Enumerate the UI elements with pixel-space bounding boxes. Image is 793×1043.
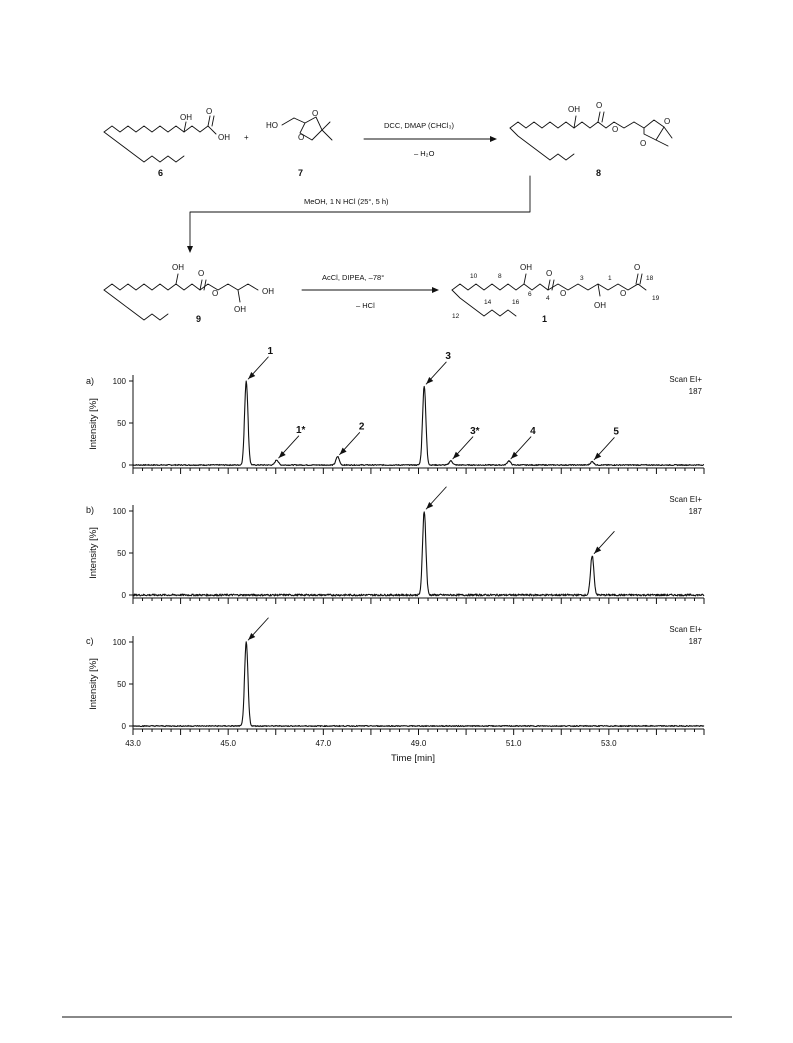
x-tick-label: 53.0 <box>601 739 617 748</box>
compound-9-structure <box>104 263 274 324</box>
ester-oxygen-label: O <box>620 289 627 298</box>
panel-label: c) <box>86 636 94 646</box>
step1-reagents: DCC, DMAP (CHCl₃) <box>384 121 454 130</box>
y-tick-label: 50 <box>117 419 126 428</box>
y-tick-label: 50 <box>117 680 126 689</box>
axes <box>113 636 704 748</box>
compound-6-number: 6 <box>158 168 164 178</box>
ring-oxygen-label: O <box>298 133 305 142</box>
peak-marks <box>133 618 704 727</box>
chromatogram-panel-a <box>86 346 704 474</box>
x-tick-label: 47.0 <box>315 739 332 748</box>
ester-oxygen-label: O <box>560 289 567 298</box>
chromatogram-trace <box>133 381 704 465</box>
carbonyl-oxygen-label: O <box>198 269 205 278</box>
x-tick-label: 45.0 <box>220 739 236 748</box>
compound-6-structure <box>104 107 230 178</box>
y-tick-label: 0 <box>121 461 126 470</box>
y-tick-label: 50 <box>117 549 126 558</box>
atom-number: 4 <box>546 295 550 302</box>
compound-7-structure <box>266 109 332 178</box>
x-tick-label: 43.0 <box>125 739 141 748</box>
peak-label: 3 <box>445 351 451 363</box>
hydroxyl-label: OH <box>262 287 274 296</box>
y-tick-label: 0 <box>121 722 126 731</box>
chromatogram-panel-c <box>86 618 704 764</box>
hydroxyl-label: OH <box>234 305 246 314</box>
compound-9-number: 9 <box>196 314 202 324</box>
axes <box>113 505 704 604</box>
reaction-arrow-step1 <box>364 121 497 158</box>
detector-label: Scan EI+ <box>669 375 702 384</box>
chromatogram-trace <box>133 512 704 596</box>
atom-number: 19 <box>652 295 660 302</box>
y-axis-label: Intensity [%] <box>88 527 99 579</box>
chromatogram-trace <box>133 642 704 727</box>
ester-oxygen-label: O <box>612 125 619 134</box>
ion-label: 187 <box>688 387 702 396</box>
compound-8-number: 8 <box>596 168 602 178</box>
hydroxyl-label: OH <box>180 113 192 122</box>
peak-label: 5 <box>613 426 619 438</box>
panel-label: b) <box>86 505 95 515</box>
atom-number: 10 <box>470 273 478 280</box>
atom-number: 8 <box>498 273 502 280</box>
compound-1-structure <box>452 263 660 324</box>
chromatogram-panels <box>86 346 704 764</box>
y-tick-label: 100 <box>112 377 126 386</box>
hydroxyl-label: OH <box>520 263 532 272</box>
peak-label: 2 <box>358 421 365 433</box>
detector-label: Scan EI+ <box>669 625 702 634</box>
hydroxyl-label: OH <box>594 301 606 310</box>
step1-byproduct: – H₂O <box>414 149 435 158</box>
ring-oxygen-label: O <box>312 109 319 118</box>
atom-number: 1 <box>608 275 612 282</box>
carbonyl-oxygen-label: O <box>596 101 603 110</box>
peak-label: 4 <box>530 425 536 437</box>
peak-label: 1 <box>267 346 274 357</box>
y-tick-label: 100 <box>112 638 126 647</box>
y-axis-label: Intensity [%] <box>88 398 99 450</box>
compound-7-number: 7 <box>298 168 304 178</box>
step2-reagents: MeOH, 1 N HCl (25°, 5 h) <box>304 197 389 206</box>
peak-label: 3* <box>470 425 480 437</box>
reaction-arrow-step2 <box>187 176 530 253</box>
panel-label: a) <box>86 376 95 386</box>
atom-number: 18 <box>646 275 654 282</box>
hydroxyl-label: HO <box>266 121 278 130</box>
hydroxyl-label: OH <box>568 105 580 114</box>
ion-label: 187 <box>688 637 702 646</box>
atom-number: 6 <box>528 291 532 298</box>
plus-sign: + <box>244 133 249 142</box>
atom-number: 12 <box>452 313 460 320</box>
y-axis-label: Intensity [%] <box>88 658 99 710</box>
carbonyl-oxygen-label: O <box>546 269 553 278</box>
hydroxyl-label: OH <box>172 263 184 272</box>
ion-label: 187 <box>688 507 702 516</box>
compound-8-structure <box>510 101 672 178</box>
ring-oxygen-label: O <box>640 139 647 148</box>
synthesis-scheme <box>104 101 672 324</box>
chromatogram-panel-b <box>86 487 704 604</box>
atom-number: 3 <box>580 275 584 282</box>
x-tick-label: 49.0 <box>410 739 427 748</box>
atom-number: 14 <box>484 299 492 306</box>
ester-oxygen-label: O <box>212 289 219 298</box>
x-tick-label: 51.0 <box>505 739 522 748</box>
axes <box>113 375 704 474</box>
ring-oxygen-label: O <box>664 117 671 126</box>
atom-number: 16 <box>512 299 520 306</box>
acid-oxygen-label: O <box>206 107 213 116</box>
y-tick-label: 100 <box>112 507 126 516</box>
acid-hydroxyl-label: OH <box>218 133 230 142</box>
acetyl-oxygen-label: O <box>634 263 641 272</box>
step3-reagents: AcCl, DIPEA, –78° <box>322 273 385 282</box>
peak-label: 1* <box>295 424 306 436</box>
x-axis-label: Time [min] <box>391 753 435 764</box>
y-tick-label: 0 <box>121 591 126 600</box>
compound-1-number: 1 <box>542 314 548 324</box>
detector-label: Scan EI+ <box>669 495 702 504</box>
peak-marks <box>133 346 704 466</box>
step3-byproduct: – HCl <box>356 301 375 310</box>
peak-marks <box>133 487 704 596</box>
reaction-arrow-step3 <box>302 273 439 310</box>
